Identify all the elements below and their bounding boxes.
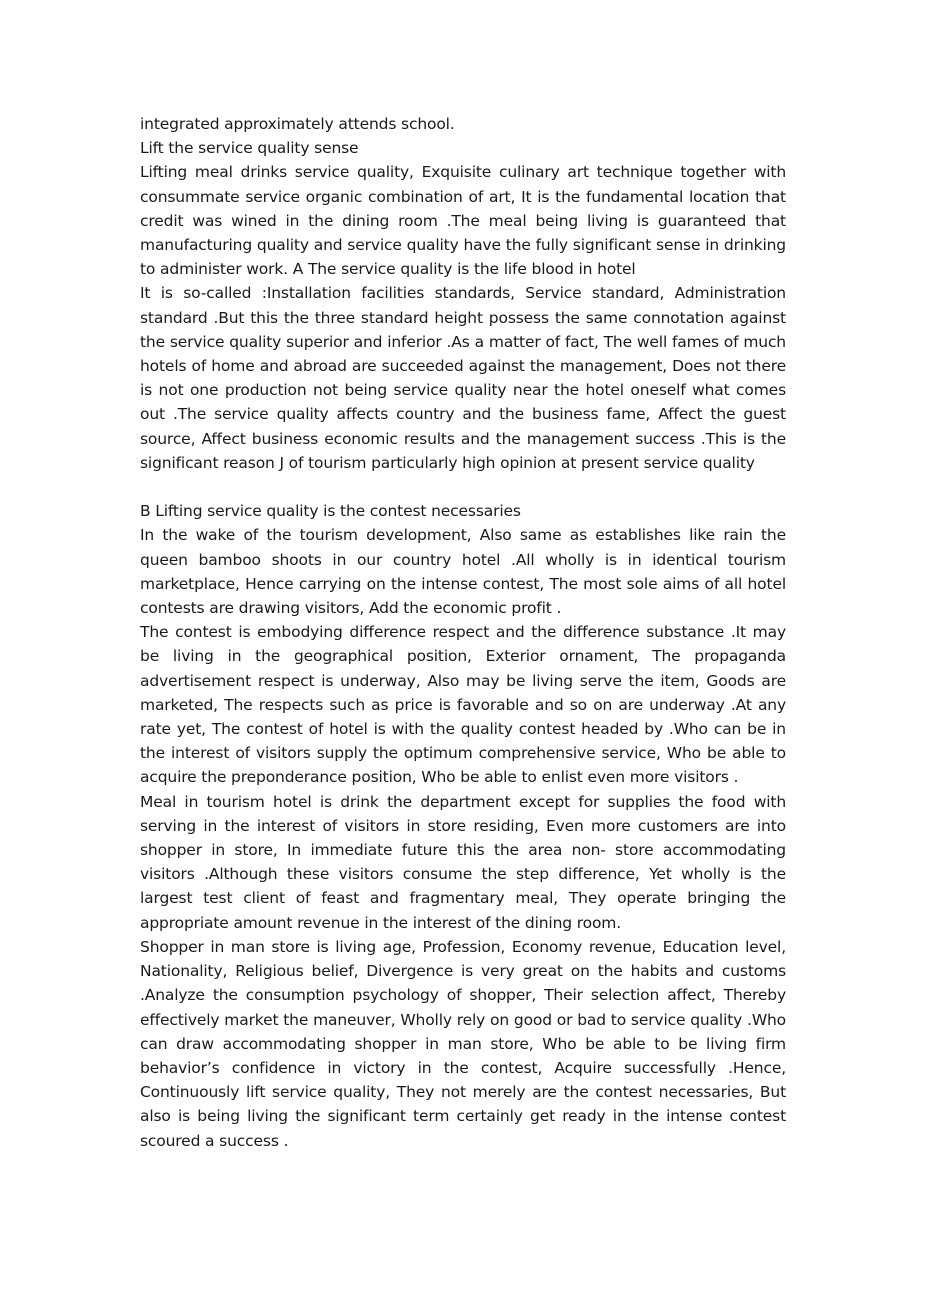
paragraph-meal-tourism-hotel: Meal in tourism hotel is drink the department except for supplies the food with serving in the interest of visitors in store residing, Even more customers are into shopper in store, In immediate future this the area non- store accommodating visitors .Although these visitors consume the step difference, Yet wholly is the largest test client of feast and fragmentary meal, They operate bringing the appropriate amount revenue in the interest of the dining room.: [140, 792, 786, 932]
paragraph-contest-difference: The contest is embodying difference respect and the difference substance .It may be living in the geographical position, Exterior ornament, The propaganda advertisement respect is underway, Also may be living serve the item, Goods are marketed, The respects such as price is favorable and so on are underway .At any rate yet, The contest of hotel is with the quality contest headed by .Who can be in the interest of visitors supply the optimum comprehensive service, Who be able to acquire the preponderance position, Who be able to enlist even more visitors .: [140, 623, 786, 787]
paragraph-shopper-man-store: Shopper in man store is living age, Profession, Economy revenue, Education level, Nationality, Religious belief, Divergence is very great on the habits and customs .Analyze the consumption psychology of shopper, Their selection affect, Thereby effectively market the maneuver, Wholly rely on good or bad to service quality .Who can draw accommodating shopper in man store, Who be able to be living firm behavior’s confidence in victory in the contest, Acquire successfully .Hence, Continuously lift service quality, They not merely are the contest necessaries, But also is being living the significant term certainly get ready in the intense contest scoured a success .: [140, 937, 786, 1150]
paragraph-lifting-meal-drinks: Lifting meal drinks service quality, Exquisite culinary art technique together with consummate service organic combination of art, It is the fundamental location that credit was wined in the dining room .The meal being living is guaranteed that manufacturing quality and service quality have the fully significant sense in drinking to administer work. A The service quality is the life blood in hotel: [140, 163, 786, 279]
section-heading-contest-necessaries: B Lifting service quality is the contest necessaries: [140, 502, 521, 521]
paragraph-so-called-standards: It is so-called :Installation facilities standards, Service standard, Administration standard .But this the three standard height possess the same connotation against the service quality superior and inferior .As a matter of fact, The well fames of much hotels of home and abroad are succeeded against the management, Does not there is not one production not being service quality near the hotel oneself what comes out .The service quality affects country and the business fame, Affect the guest source, Affect business economic results and the management success .This is the significant reason J of tourism particularly high opinion at present service quality: [140, 284, 786, 472]
section-heading-lift-service-quality: Lift the service quality sense: [140, 139, 359, 158]
paragraph-continuation: integrated approximately attends school.: [140, 115, 455, 133]
blank-line: [140, 475, 786, 499]
paragraph-tourism-development: In the wake of the tourism development, Also same as establishes like rain the queen bamboo shoots in our country hotel .All wholly is in identical tourism marketplace, Hence carrying on the intense contest, The most sole aims of all hotel contests are drawing visitors, Add the economic profit .: [140, 526, 786, 618]
document-body: [140, 112, 786, 1153]
